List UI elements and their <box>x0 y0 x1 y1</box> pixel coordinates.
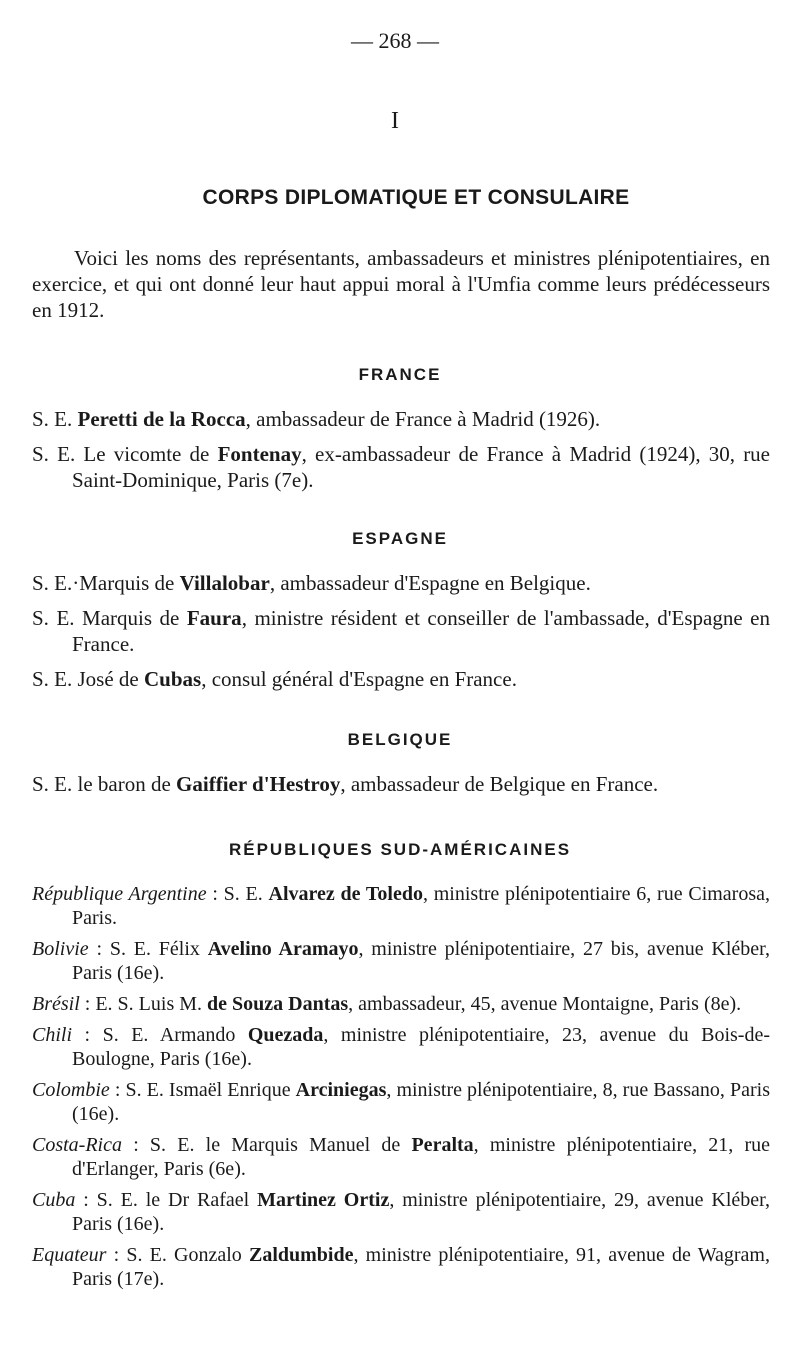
entry-prefix: S. E.·Marquis de <box>32 571 180 595</box>
entry-prefix: : S. E. le Dr Rafael <box>75 1189 258 1211</box>
entry-details: , ambassadeur de France à Madrid (1926). <box>245 407 601 431</box>
entry-details: , ministre plénipotentiaire, 8, rue Bassano, Paris (16e). <box>72 1079 770 1125</box>
entry-details: , ministre plénipotentiaire, 91, avenue de Wagram, Paris (17e). <box>72 1244 770 1290</box>
entry-prefix: S. E. José de <box>32 667 144 691</box>
section-heading-sud-americaines: RÉPUBLIQUES SUD-AMÉRICAINES <box>228 840 572 859</box>
entry-name: Quezada <box>247 1024 324 1046</box>
entry-name: Zaldumbide <box>248 1244 354 1266</box>
entry-name: Martinez Ortiz <box>257 1189 390 1211</box>
entry-details: , ministre plénipotentiaire, 29, avenue Kléber, Paris (16e). <box>72 1189 770 1235</box>
entry-villalobar <box>32 570 770 596</box>
entry-fontenay <box>32 441 770 493</box>
entry-chili <box>32 1023 770 1071</box>
entry-gaiffier <box>32 771 770 797</box>
entry-cubas <box>32 666 770 692</box>
france-entries <box>32 406 770 502</box>
entry-name: Peralta <box>411 1134 474 1156</box>
entry-name: Gaiffier d'Hestroy <box>176 772 341 796</box>
entry-equateur <box>32 1243 770 1291</box>
entry-cuba <box>32 1188 770 1236</box>
sud-americaines-entries <box>32 882 770 1298</box>
entry-prefix: : S. E. <box>206 883 269 905</box>
entry-name: Arciniegas <box>295 1079 387 1101</box>
entry-country: Bolivie <box>32 938 89 960</box>
entry-prefix: S. E. Le vicomte de <box>32 442 218 466</box>
entry-details: , ministre plénipotentiaire, 21, rue d'Erlanger, Paris (6e). <box>72 1134 770 1180</box>
entry-costa-rica <box>32 1133 770 1181</box>
page-title: CORPS DIPLOMATIQUE ET CONSULAIRE <box>202 186 630 209</box>
entry-name: Peretti de la Rocca <box>77 407 246 431</box>
entry-name: Avelino Aramayo <box>207 938 359 960</box>
chapter-numeral: I <box>391 108 399 134</box>
entry-prefix: : E. S. Luis M. <box>79 993 208 1015</box>
entry-details: , ex-ambassadeur de France à Madrid (1924), 30, rue Saint-Dominique, Paris (7e). <box>72 442 771 492</box>
belgique-entries <box>32 771 770 806</box>
entry-country: Chili <box>32 1024 73 1046</box>
entry-country: République Argentine <box>32 883 207 905</box>
entry-prefix: S. E. Marquis de <box>32 606 187 630</box>
entry-name: Villalobar <box>179 571 270 595</box>
entry-prefix: S. E. <box>32 407 78 431</box>
section-heading-france: FRANCE <box>358 365 442 384</box>
entry-name: Faura <box>186 606 242 630</box>
entry-details: , ambassadeur d'Espagne en Belgique. <box>269 571 591 595</box>
section-heading-belgique: BELGIQUE <box>347 730 453 749</box>
entry-details: , ministre plénipotentiaire, 23, avenue du Bois-de-Boulogne, Paris (16e). <box>72 1024 770 1070</box>
entry-colombie <box>32 1078 770 1126</box>
entry-bresil <box>32 992 770 1016</box>
entry-details: , ministre plénipotentiaire 6, rue Cimarosa, Paris. <box>72 883 770 929</box>
page-number: — 268 — <box>351 28 439 53</box>
entry-name: de Souza Dantas <box>207 993 349 1015</box>
entry-country: Brésil <box>32 993 80 1015</box>
espagne-entries <box>32 570 770 701</box>
entry-country: Colombie <box>32 1079 110 1101</box>
entry-details: , ministre résident et conseiller de l'ambassade, d'Espagne en France. <box>72 606 770 656</box>
entry-details: , ambassadeur, 45, avenue Montaigne, Paris (8e). <box>348 993 742 1015</box>
entry-faura <box>32 605 770 657</box>
entry-bolivie <box>32 937 770 985</box>
intro-paragraph: Voici les noms des représentants, ambassadeurs et ministres plénipotentiaires, en exercice, et qui ont donné leur haut appui moral à l'Umfia comme leurs prédécesseurs en 1912. <box>32 246 770 322</box>
entry-country: Costa-Rica <box>32 1134 122 1156</box>
entry-argentine <box>32 882 770 930</box>
entry-name: Cubas <box>144 667 202 691</box>
entry-peretti <box>32 406 770 432</box>
entry-prefix: : S. E. Ismaël Enrique <box>109 1079 296 1101</box>
entry-prefix: : S. E. Félix <box>88 938 208 960</box>
entry-country: Cuba <box>32 1189 76 1211</box>
entry-details: , ambassadeur de Belgique en France. <box>340 772 659 796</box>
entry-country: Equateur <box>32 1244 107 1266</box>
entry-name: Alvarez de Toledo <box>268 883 423 905</box>
entry-details: , ministre plénipotentiaire, 27 bis, avenue Kléber, Paris (16e). <box>72 938 770 984</box>
entry-prefix: S. E. le baron de <box>32 772 177 796</box>
entry-details: , consul général d'Espagne en France. <box>201 667 517 691</box>
section-heading-espagne: ESPAGNE <box>352 529 448 548</box>
entry-prefix: : S. E. Gonzalo <box>106 1244 249 1266</box>
entry-prefix: : S. E. le Marquis Manuel de <box>122 1134 412 1156</box>
entry-name: Fontenay <box>217 442 302 466</box>
entry-prefix: : S. E. Armando <box>72 1024 248 1046</box>
